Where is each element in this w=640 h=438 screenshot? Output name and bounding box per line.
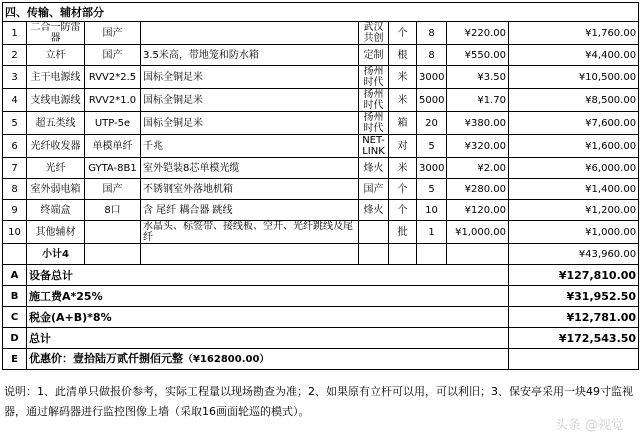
item-price: ¥220.00 [447, 22, 509, 45]
item-name: 超五类线 [27, 112, 85, 135]
blank-cell [141, 244, 359, 265]
item-unit: 个 [389, 200, 417, 221]
item-name: 立杆 [27, 45, 85, 66]
item-brand: NET-LINK [359, 135, 389, 158]
item-desc: 千兆 [141, 135, 359, 158]
item-unit: 个 [389, 22, 417, 45]
item-no: 9 [3, 200, 27, 221]
table-row [3, 221, 639, 244]
item-name: 二合一防雷器 [27, 22, 85, 45]
item-total: ¥1,600.00 [509, 135, 639, 158]
summary-letter: B [3, 286, 27, 307]
summary-label-sub: （¥162800.00） [183, 354, 270, 365]
summary-label [27, 328, 509, 349]
item-qty: 5 [417, 179, 447, 200]
blank-cell [85, 244, 141, 265]
summary-label-text: 总计 [29, 331, 51, 345]
item-price: ¥2.00 [447, 158, 509, 179]
summary-row [3, 349, 639, 370]
summary-row [3, 286, 639, 307]
item-name: 主干电源线 [27, 66, 85, 89]
item-name: 光纤收发器 [27, 135, 85, 158]
summary-letter: D [3, 328, 27, 349]
item-total: ¥4,400.00 [509, 45, 639, 66]
summary-label-text: 设备总计 [29, 268, 73, 282]
item-qty: 20 [417, 112, 447, 135]
item-unit: 批 [389, 221, 417, 244]
item-desc: 国标全铜足米 [141, 89, 359, 112]
item-model [85, 221, 141, 244]
item-brand: 扬州时代 [359, 112, 389, 135]
item-unit: 根 [389, 45, 417, 66]
blank-cell [3, 244, 27, 265]
item-model: 8口 [85, 200, 141, 221]
table-row [3, 66, 639, 89]
summary-label [27, 307, 509, 328]
item-total: ¥7,600.00 [509, 112, 639, 135]
item-total: ¥6,000.00 [509, 158, 639, 179]
item-qty: 1 [417, 221, 447, 244]
item-qty: 8 [417, 45, 447, 66]
item-name: 室外弱电箱 [27, 179, 85, 200]
item-unit: 米 [389, 89, 417, 112]
subtotal-value: ¥43,960.00 [509, 244, 639, 265]
item-no: 4 [3, 89, 27, 112]
summary-value [509, 349, 639, 370]
summary-letter: E [3, 349, 27, 370]
summary-value: ¥12,781.00 [509, 307, 639, 328]
item-qty: 10 [417, 200, 447, 221]
item-no: 3 [3, 66, 27, 89]
item-no: 5 [3, 112, 27, 135]
item-name: 终端盒 [27, 200, 85, 221]
item-unit: 米 [389, 66, 417, 89]
item-no: 6 [3, 135, 27, 158]
quote-table [2, 2, 639, 370]
summary-value: ¥172,543.50 [509, 328, 639, 349]
item-price: ¥3.50 [447, 66, 509, 89]
summary-label-text: 税金(A+B)*8% [29, 310, 112, 324]
item-model: RVV2*1.0 [85, 89, 141, 112]
summary-letter: C [3, 307, 27, 328]
table-row [3, 135, 639, 158]
summary-label [27, 349, 509, 370]
item-total: ¥1,760.00 [509, 22, 639, 45]
summary-label-text: 优惠价：壹拾陆万贰仟捌佰元整 [29, 352, 183, 365]
section-title: 四、传输、辅材部分 [3, 3, 639, 22]
item-total: ¥10,500.00 [509, 66, 639, 89]
note-text: 说明：1、此清单只做报价参考，实际工程量以现场勘查为准；2、如果原有立杆可以用，可以利旧；3、保安亭采用一块49寸监视器，通过解码器进行监控图像上墙（采取16画面轮巡的模式）。 [4, 385, 633, 418]
item-qty: 5 [417, 135, 447, 158]
item-no: 8 [3, 179, 27, 200]
item-price: ¥550.00 [447, 45, 509, 66]
summary-row [3, 265, 639, 286]
item-model: 国产 [85, 179, 141, 200]
table-row [3, 158, 639, 179]
summary-row [3, 328, 639, 349]
item-total: ¥1,400.00 [509, 179, 639, 200]
summary-label [27, 265, 509, 286]
item-price: ¥1,000.00 [447, 221, 509, 244]
item-total: ¥1,000.00 [509, 221, 639, 244]
blank-cell [389, 244, 417, 265]
watermark: 头条 @视觉 [554, 418, 624, 433]
table-row [3, 89, 639, 112]
item-qty: 3000 [417, 158, 447, 179]
summary-value: ¥127,810.00 [509, 265, 639, 286]
item-brand: 武汉共创 [359, 22, 389, 45]
summary-row [3, 307, 639, 328]
item-desc: 含 尾纤 耦合器 跳线 [141, 200, 359, 221]
summary-value: ¥31,952.50 [509, 286, 639, 307]
table-row [3, 45, 639, 66]
item-no: 1 [3, 22, 27, 45]
section-header-row [3, 3, 639, 22]
item-total: ¥8,500.00 [509, 89, 639, 112]
item-brand: 扬州时代 [359, 66, 389, 89]
item-brand: 烽火 [359, 200, 389, 221]
item-brand: 定制 [359, 45, 389, 66]
item-brand: 扬州时代 [359, 89, 389, 112]
item-model: UTP-5e [85, 112, 141, 135]
summary-label [27, 286, 509, 307]
table-row [3, 112, 639, 135]
item-qty: 8 [417, 22, 447, 45]
item-desc: 室外铠装8芯单模光缆 [141, 158, 359, 179]
table-row [3, 200, 639, 221]
item-desc: 国标全铜足米 [141, 66, 359, 89]
item-name: 其他辅材 [27, 221, 85, 244]
item-no: 2 [3, 45, 27, 66]
item-unit: 米 [389, 158, 417, 179]
item-price: ¥320.00 [447, 135, 509, 158]
item-name: 支线电源线 [27, 89, 85, 112]
item-price: ¥280.00 [447, 179, 509, 200]
item-qty: 3000 [417, 66, 447, 89]
item-desc [141, 22, 359, 45]
item-desc: 3.5米高，带地笼和防水箱 [141, 45, 359, 66]
item-price: ¥120.00 [447, 200, 509, 221]
summary-label-text: 施工费A*25% [29, 289, 103, 303]
item-brand [359, 221, 389, 244]
item-no: 10 [3, 221, 27, 244]
item-price: ¥380.00 [447, 112, 509, 135]
item-desc: 不锈钢室外落地机箱 [141, 179, 359, 200]
subtotal-row [3, 244, 639, 265]
blank-cell [359, 244, 389, 265]
item-no: 7 [3, 158, 27, 179]
table-row [3, 179, 639, 200]
item-model: 单模单纤 [85, 135, 141, 158]
item-unit: 箱 [389, 112, 417, 135]
item-model: RVV2*2.5 [85, 66, 141, 89]
summary-letter: A [3, 265, 27, 286]
item-desc: 国标全铜足米 [141, 112, 359, 135]
table-row [3, 22, 639, 45]
item-total: ¥1,200.00 [509, 200, 639, 221]
item-name: 光纤 [27, 158, 85, 179]
blank-cell [447, 244, 509, 265]
blank-cell [417, 244, 447, 265]
item-model: GYTA-8B1 [85, 158, 141, 179]
item-model: 国产 [85, 45, 141, 66]
item-model: 国产 [85, 22, 141, 45]
subtotal-label: 小计4 [27, 244, 85, 265]
item-desc: 水晶头、标签带、接线板、空开、光纤跳线及尾纤 [141, 221, 359, 244]
item-brand: 国产 [359, 179, 389, 200]
item-brand: 烽火 [359, 158, 389, 179]
item-price: ¥1.70 [447, 89, 509, 112]
item-unit: 个 [389, 179, 417, 200]
item-qty: 5000 [417, 89, 447, 112]
item-unit: 对 [389, 135, 417, 158]
